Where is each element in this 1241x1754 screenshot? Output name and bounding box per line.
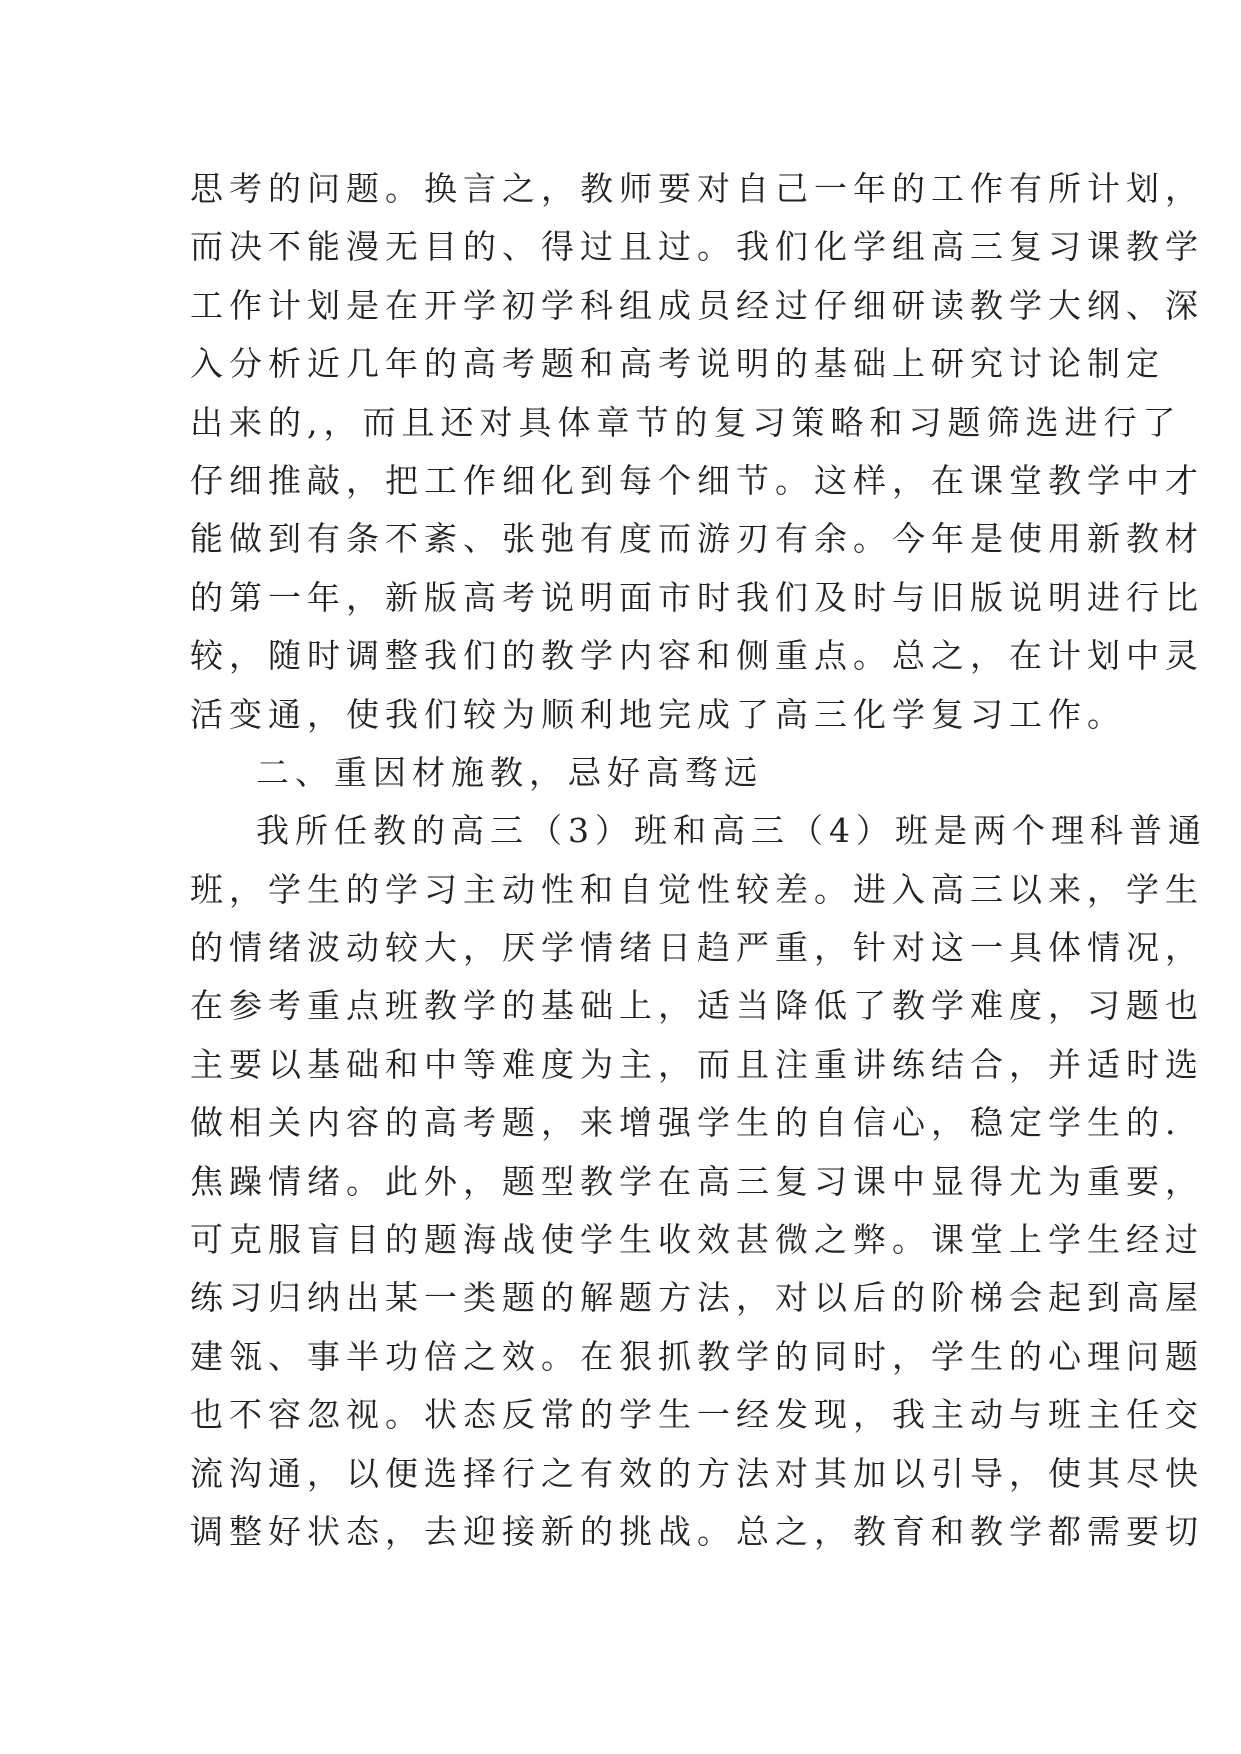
text-line: 出来的,，而且还对具体章节的复习策略和习题筛选进行了 <box>190 402 1182 442</box>
text-line: 入分析近几年的高考题和高考说明的基础上研究讨论制定 <box>190 344 1165 384</box>
text-line: 工作计划是在开学初学科组成员经过仔细研读教学大纲、深 <box>190 285 1204 325</box>
paragraph-first-line: 二、重因材施教，忌好高骛远 <box>256 752 763 792</box>
text-line: 建瓴、事半功倍之效。在狠抓教学的同时，学生的心理问题 <box>190 1336 1204 1376</box>
text-line: 班，学生的学习主动性和自觉性较差。进入高三以来，学生 <box>190 869 1204 909</box>
text-line: 调整好状态，去迎接新的挑战。总之，教育和教学都需要切 <box>190 1511 1204 1551</box>
text-line: 仔细推敲，把工作细化到每个细节。这样，在课堂教学中才 <box>190 460 1204 500</box>
text-line: 思考的问题。换言之，教师要对自己一年的工作有所计划， <box>190 169 1204 208</box>
text-line: 练习归纳出某一类题的解题方法，对以后的阶梯会起到高屋 <box>190 1278 1204 1318</box>
text-line: 流沟通，以便选择行之有效的方法对其加以引导，使其尽快 <box>190 1453 1204 1493</box>
document-body <box>190 160 1207 1561</box>
text-line: 能做到有条不紊、张弛有度而游刃有余。今年是使用新教材 <box>190 519 1204 559</box>
text-line: 可克服盲目的题海战使学生收效甚微之弊。课堂上学生经过 <box>190 1220 1204 1260</box>
text-line: 活变通，使我们较为顺利地完成了高三化学复习工作。 <box>190 694 1126 734</box>
text-line: 焦躁情绪。此外，题型教学在高三复习课中显得尤为重要， <box>190 1161 1204 1201</box>
text-line: 的情绪波动较大，厌学情绪日趋严重，针对这一具体情况， <box>190 928 1204 968</box>
text-line: 的第一年，新版高考说明面市时我们及时与旧版说明进行比 <box>190 577 1204 617</box>
text-line: 也不容忽视。状态反常的学生一经发现，我主动与班主任交 <box>190 1395 1204 1435</box>
paragraph-first-line: 我所任教的高三（3）班和高三（4）班是两个理科普通 <box>256 811 1207 851</box>
text-line: 较，随时调整我们的教学内容和侧重点。总之，在计划中灵 <box>190 636 1204 676</box>
text-line: 主要以基础和中等难度为主，而且注重讲练结合，并适时选 <box>190 1044 1204 1084</box>
text-line: 做相关内容的高考题，来增强学生的自信心，稳定学生的. <box>190 1103 1182 1143</box>
text-line: 在参考重点班教学的基础上，适当降低了教学难度，习题也 <box>190 986 1204 1026</box>
text-line: 而决不能漫无目的、得过且过。我们化学组高三复习课教学 <box>190 227 1204 267</box>
